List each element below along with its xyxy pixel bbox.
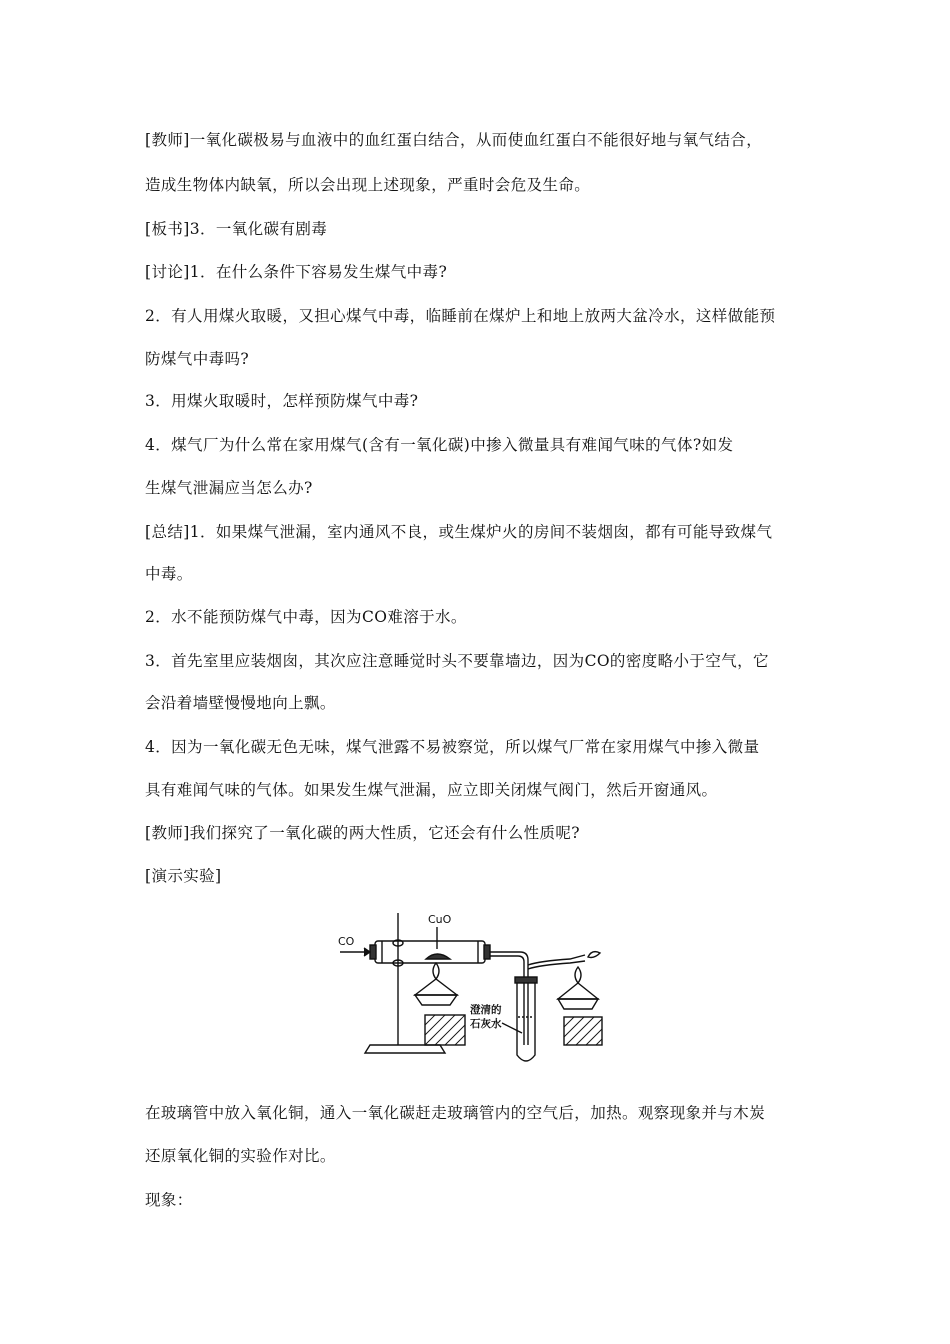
test-tube <box>517 980 535 1061</box>
glass-tube <box>375 941 485 963</box>
text-line: 造成生物体内缺氧，所以会出现上述现象，严重时会危及生命。 <box>145 176 591 194</box>
text-line: 3．首先室里应装烟囱，其次应注意睡觉时头不要靠墙边，因为CO的密度略小于空气，它 <box>145 652 769 670</box>
limewater-label-2: 石灰水 <box>470 1018 502 1030</box>
text-line: 4．因为一氧化碳无色无味，煤气泄露不易被察觉，所以煤气厂常在家用煤气中掺入微量 <box>145 738 760 756</box>
experiment-figure <box>330 905 620 1065</box>
limewater-label-1: 澄清的 <box>470 1004 502 1016</box>
text-line: 2．水不能预防煤气中毒，因为CO难溶于水。 <box>145 608 467 626</box>
reagent-label: CuO <box>428 913 452 926</box>
text-line: 3．用煤火取暖时，怎样预防煤气中毒? <box>145 392 419 410</box>
text-line: 防煤气中毒吗? <box>145 350 250 368</box>
text-line: [总结]1．如果煤气泄漏，室内通风不良，或生煤炉火的房间不装烟囱，都有可能导致煤气 <box>145 523 773 541</box>
text-line: 在玻璃管中放入氧化铜，通入一氧化碳赶走玻璃管内的空气后，加热。观察现象并与木炭 <box>145 1104 766 1122</box>
text-line: 4．煤气厂为什么常在家用煤气(含有一氧化碳)中掺入微量具有难闻气味的气体?如发 <box>145 436 734 454</box>
text-line: 还原氧化铜的实验作对比。 <box>145 1147 336 1165</box>
text-line: 具有难闻气味的气体。如果发生煤气泄漏，应立即关闭煤气阀门，然后开窗通风。 <box>145 781 718 799</box>
text-line: [教师]一氧化碳极易与血液中的血红蛋白结合，从而使血红蛋白不能很好地与氧气结合， <box>145 131 763 149</box>
text-line: 2．有人用煤火取暖，又担心煤气中毒，临睡前在煤炉上和地上放两大盆冷水，这样做能预 <box>145 307 776 325</box>
gas-label: CO <box>338 935 355 948</box>
text-line: [教师]我们探究了一氧化碳的两大性质，它还会有什么性质呢? <box>145 824 581 842</box>
text-line: [演示实验] <box>145 867 222 885</box>
text-line: 会沿着墙壁慢慢地向上飘。 <box>145 694 336 712</box>
text-line: 生煤气泄漏应当怎么办? <box>145 479 313 497</box>
apparatus-diagram <box>330 905 620 1065</box>
text-line: [讨论]1．在什么条件下容易发生煤气中毒? <box>145 263 448 281</box>
stand-base <box>365 1045 445 1053</box>
text-line: 现象： <box>145 1191 193 1209</box>
text-line: 中毒。 <box>145 565 193 583</box>
text-line: [板书]3．一氧化碳有剧毒 <box>145 220 328 238</box>
